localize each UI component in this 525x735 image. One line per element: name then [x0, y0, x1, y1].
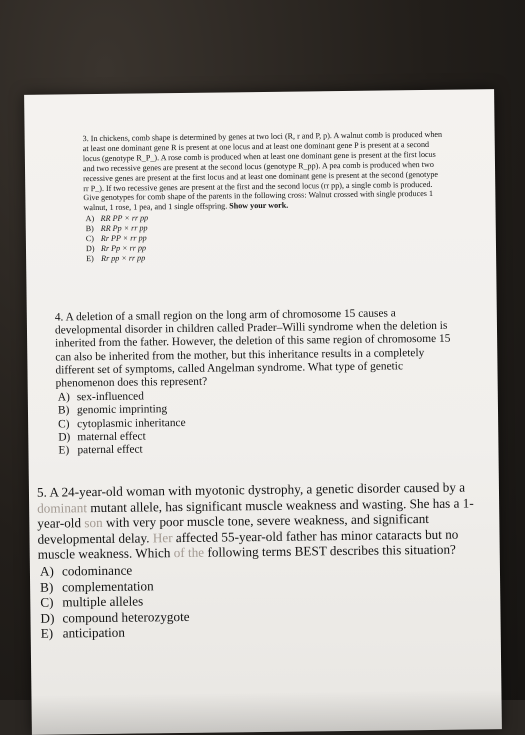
option-text: Rr Pp × rr pp — [100, 243, 147, 253]
question-3 — [83, 130, 445, 264]
option-text: multiple alleles — [62, 593, 144, 610]
option-text: RR PP × rr pp — [100, 213, 149, 224]
option-letter: C) — [58, 417, 70, 431]
question-4-stem: 4. A deletion of a small region on the long arm of chromosome 15 causes a developmental disorder in children called Prader–Willi syndrome when the deletion is inherited from the father. However, the deletion of this same region of chromosome 15 can also be inherited from the mother, but this inheritance results in a completely different set of symptoms, called Angelman syndrome. What type of genetic phenomenon does this represent? — [54, 307, 451, 390]
question-5-text-part: mutant allele, has significant muscle weakness and wasting. She has a 1-year-old — [37, 495, 474, 531]
question-5-text-part: 5. A 24-year-old woman with myotonic dystrophy, a genetic disorder caused by a — [36, 479, 466, 500]
option-letter: B) — [40, 579, 54, 595]
option-text: Rr pp × rr pp — [101, 253, 146, 263]
option-letter: B) — [85, 224, 94, 234]
option-letter: A) — [39, 563, 54, 579]
option-text: cytoplasmic inheritance — [77, 416, 186, 430]
question-5-text-part: dominant — [37, 499, 88, 516]
question-3-instruction: Show your work. — [229, 201, 289, 211]
question-3-stem — [83, 130, 444, 214]
option-letter: C) — [85, 234, 95, 244]
option-letter: B) — [57, 404, 70, 417]
option-text: maternal effect — [77, 430, 146, 444]
question-5-text-part: Her — [152, 529, 173, 546]
option-text: RR Pp × rr pp — [100, 223, 148, 234]
question-5-text-part: son — [84, 515, 103, 531]
option-text: Rr PP × rr pp — [100, 233, 147, 244]
option-letter: D) — [40, 610, 55, 626]
question-5-text-part: of the — [173, 545, 205, 561]
paper-shading — [31, 689, 501, 735]
option-letter: E) — [58, 444, 70, 457]
option-letter: E) — [86, 253, 94, 264]
option-letter: E) — [40, 625, 54, 642]
exam-page — [24, 89, 502, 735]
option-text: codominance — [61, 562, 133, 579]
question-5-stem — [37, 479, 483, 562]
question-5 — [37, 479, 484, 641]
option-letter: A) — [57, 391, 70, 404]
option-letter: A) — [85, 214, 95, 224]
option-text: sex-influenced — [76, 390, 144, 404]
question-5-text-part: following terms BEST describes this situation? — [204, 542, 456, 561]
option-text: compound heterozygote — [62, 608, 190, 626]
option-text: complementation — [62, 577, 154, 595]
option-letter: D) — [58, 431, 71, 444]
question-5-text-part: affected 55-year-old father has minor cataracts but no muscle weakness. Which — [37, 526, 459, 563]
option-letter: D) — [85, 244, 95, 254]
option-text: anticipation — [62, 625, 126, 641]
question-3-text: 3. In chickens, comb shape is determined by genes at two loci (R, r and P, p). A walnut comb is produced when at least one dominant gene R is present at one locus and at least one dominant gene P is present at a second locus (genotype R_P_). A rose comb is produced when at least one dominant gene is present at the first locus and two recessive genes are present at the second locus (genotype R_pp). A pea comb is produced when two recessive genes are present at the first locus and at least one dominant gene is present at the second (genotype rr P_). If two recessive genes are present at the first and the second locus (rr pp), a single comb is produced. Give genotypes for comb shape of the parents in the following cross: Walnut crossed with single produces 1 walnut, 1 rose, 1 pea, and 1 single offspring. — [82, 129, 443, 213]
option-text: genomic imprinting — [76, 403, 168, 417]
option-letter: C) — [40, 594, 54, 610]
option-text: paternal effect — [77, 443, 143, 457]
question-4 — [55, 307, 462, 458]
question-5-text-part: with very poor muscle tone, severe weakness, and significant developmental delay. — [37, 511, 430, 547]
